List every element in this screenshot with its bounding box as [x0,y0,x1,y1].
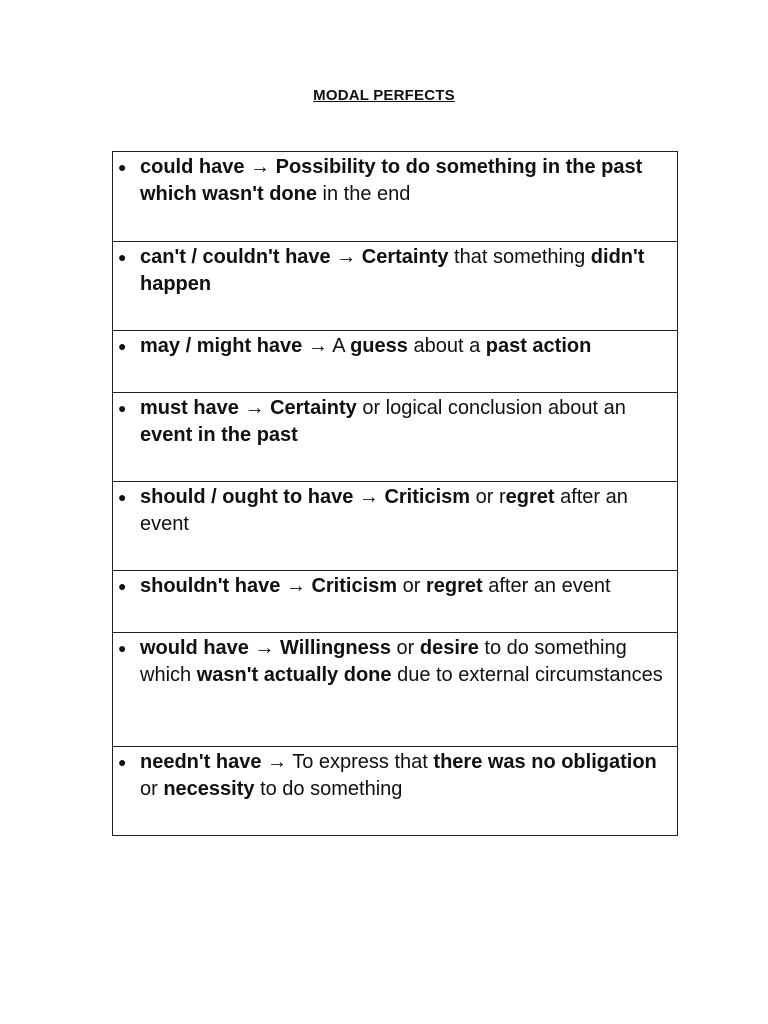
modal-entry [113,331,677,360]
bold-text: wasn't actually done [196,664,392,686]
bullet-icon: ● [118,489,127,505]
modal-entry [113,633,677,689]
plain-text: → To express that [261,751,434,773]
plain-text: or [397,575,426,597]
bullet-icon: ● [118,578,127,594]
plain-text: after an event [482,575,611,597]
bold-text: should / ought to have [140,486,354,508]
plain-text: due to external circumstances [391,664,663,686]
plain-text: to do something which [140,637,627,686]
table-cell [113,331,678,393]
modal-entry [113,571,677,600]
table-row [113,242,678,331]
bold-text: shouldn't have [140,575,281,597]
plain-text: after an event [140,486,628,535]
bold-text: regret [425,575,483,597]
table-row [113,331,678,393]
table-row [113,152,678,242]
bold-text: Criticism [384,486,471,508]
table-cell [113,633,678,747]
table-cell [113,482,678,571]
bold-text: event in the past [140,424,298,446]
table-cell [113,571,678,633]
bold-text: needn't have [140,751,262,773]
page-title: MODAL PERFECTS [313,87,455,104]
bold-text: Certainty [270,397,357,419]
bold-text: could have [140,156,245,178]
table-cell [113,242,678,331]
plain-text: → [330,246,362,268]
bold-text: Willingness [280,637,391,659]
bullet-icon: ● [118,400,127,416]
bold-text: didn't happen [140,246,645,295]
table-row [113,482,678,571]
modal-perfects-table [112,151,678,836]
plain-text: → [244,156,276,178]
plain-text: or [390,637,420,659]
plain-text: in the end [317,183,411,205]
bold-text: there was no obligation [433,751,657,773]
plain-text: to do something [254,778,403,800]
table-cell [113,747,678,836]
table-row [113,393,678,482]
bold-text: can't / couldn't have [140,246,331,268]
bold-text: necessity [163,778,255,800]
bold-text: guess [350,335,408,357]
plain-text: about a [407,335,486,357]
bullet-icon: ● [118,249,127,265]
bullet-icon: ● [118,754,127,770]
bold-text: may / might have [140,335,303,357]
bullet-icon: ● [118,159,127,175]
bold-text: Possibility to do something in the past which wasn't done [140,156,643,205]
plain-text: or logical conclusion about an [356,397,626,419]
table-cell [113,152,678,242]
table-row [113,633,678,747]
modal-entry [113,242,677,298]
bold-text: would have [140,637,249,659]
plain-text: → [238,397,271,419]
modal-entry [113,152,677,208]
bold-text: past action [485,335,592,357]
table-row [113,747,678,836]
plain-text: → [280,575,312,597]
table-cell [113,393,678,482]
modal-entry [113,747,677,803]
modal-entry [113,482,677,538]
plain-text: or r [470,486,506,508]
bold-text: Criticism [311,575,398,597]
bold-text: Certainty [361,246,449,268]
modal-entry [113,393,677,449]
bullet-icon: ● [118,338,127,354]
bold-text: must have [140,397,239,419]
bold-text: egret [505,486,555,508]
plain-text: → A [302,335,351,357]
bold-text: desire [419,637,479,659]
bullet-icon: ● [118,640,127,656]
plain-text: → [353,486,385,508]
table-row [113,571,678,633]
plain-text: → [248,637,281,659]
plain-text: or [140,778,164,800]
plain-text: that something [448,246,591,268]
